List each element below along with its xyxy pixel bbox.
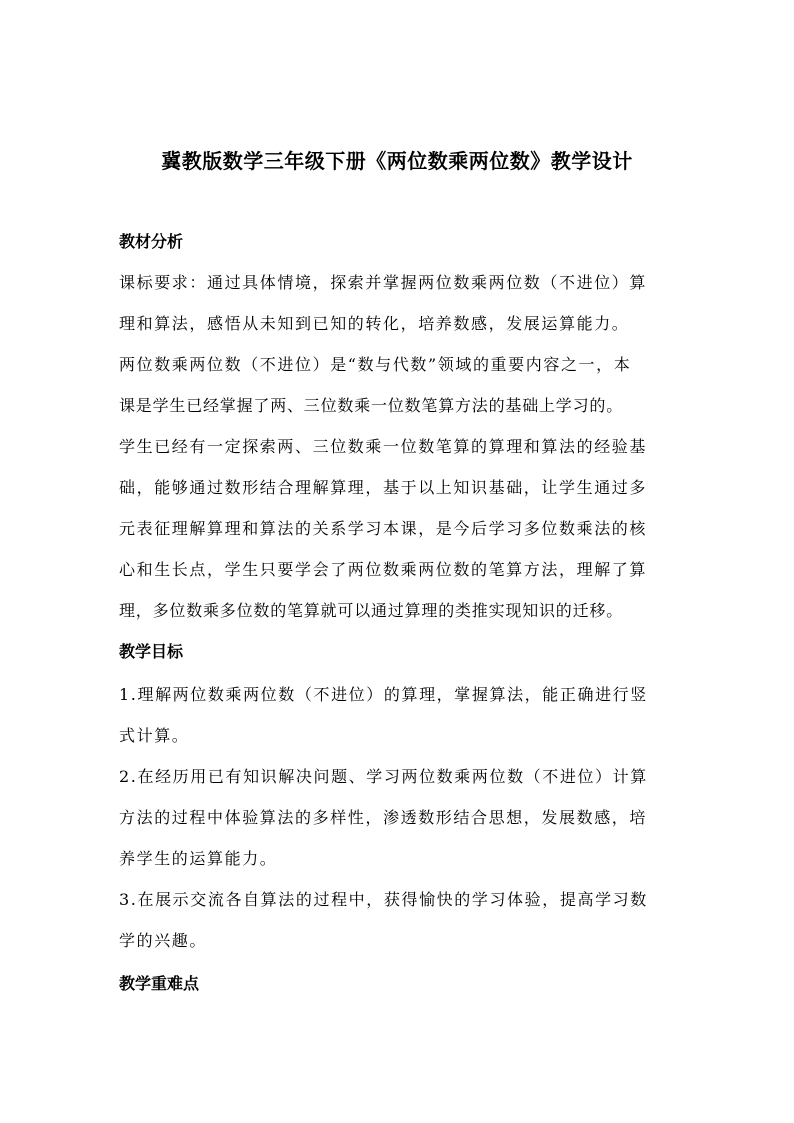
document-title: 冀教版数学三年级下册《两位数乘两位数》教学设计 (161, 149, 633, 173)
goals-line: 3.在展示交流各自算法的过程中，获得愉快的学习体验，提高学习数 (119, 890, 648, 909)
goals-line: 养学生的运算能力。 (119, 849, 278, 868)
analysis-line: 础，能够通过数形结合理解算理，基于以上知识基础，让学生通过多 (119, 478, 648, 497)
analysis-line: 元表征理解算理和算法的关系学习本课，是今后学习多位数乘法的核 (119, 519, 648, 538)
goals-line: 2.在经历用已有知识解决问题、学习两位数乘两位数（不进位）计算 (119, 767, 648, 786)
analysis-line: 学生已经有一定探索两、三位数乘一位数笔算的算理和算法的经验基 (119, 437, 648, 456)
analysis-line: 课是学生已经掌握了两、三位数乘一位数笔算方法的基础上学习的。 (119, 396, 624, 415)
analysis-line: 心和生长点，学生只要学会了两位数乘两位数的笔算方法，理解了算 (119, 560, 648, 579)
analysis-line: 两位数乘两位数（不进位）是“数与代数”领域的重要内容之一，本 (119, 355, 632, 374)
goals-line: 学的兴趣。 (119, 931, 208, 950)
heading-difficulty: 教学重难点 (119, 974, 200, 993)
analysis-line: 理，多位数乘多位数的笔算就可以通过算理的类推实现知识的迁移。 (119, 601, 624, 620)
goals-line: 1.理解两位数乘两位数（不进位）的算理，掌握算法，能正确进行竖 (119, 685, 648, 704)
analysis-line: 理和算法，感悟从未知到已知的转化，培养数感，发展运算能力。 (119, 314, 630, 333)
heading-goals: 教学目标 (119, 642, 184, 661)
goals-line: 方法的过程中体验算法的多样性，渗透数形结合思想，发展数感，培 (119, 808, 648, 827)
analysis-line: 课标要求：通过具体情境，探索并掌握两位数乘两位数（不进位）算 (119, 273, 648, 292)
goals-line: 式计算。 (119, 726, 190, 745)
heading-analysis: 教材分析 (119, 232, 184, 251)
